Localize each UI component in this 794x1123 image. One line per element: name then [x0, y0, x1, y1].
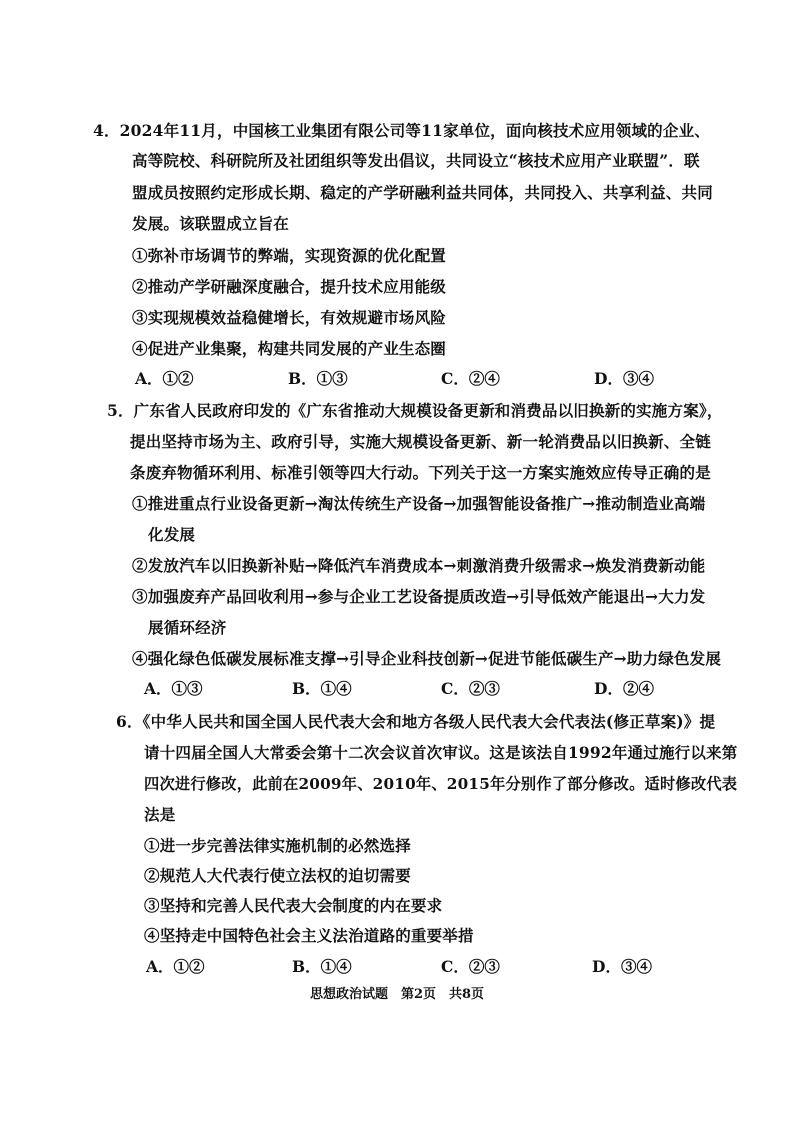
- question-5-option-c[interactable]: C．②③: [441, 679, 500, 698]
- question-5-option-a[interactable]: A．①③: [144, 679, 203, 698]
- question-4-stem-line: 盟成员按照约定形成长期、稳定的产学研融利益共同体，共同投入、共享利益、共同: [132, 183, 713, 202]
- question-4-option-a[interactable]: A．①②: [135, 369, 194, 388]
- question-6-stem-line: 请十四届全国人大常委会第十二次会议首次审议。这是该法自1992年通过施行以来第: [144, 743, 738, 762]
- question-6-stem-line: 法是: [144, 805, 176, 824]
- question-6-options: [0, 956, 794, 978]
- question-6-stem-line: 6．《中华人民共和国全国人民代表大会和地方各级人民代表大会代表法(修正草案)》提: [116, 712, 716, 731]
- question-5-statement-3: ③加强废弃产品回收利用→参与企业工艺设备提质改造→引导低效产能退出→大力发: [132, 587, 706, 606]
- question-4-statement-3: ③实现规模效益稳健增长，有效规避市场风险: [132, 308, 447, 327]
- question-5-options: [0, 678, 794, 700]
- question-5-statement-1-cont: 化发展: [148, 525, 196, 544]
- question-4-statement-4: ④促进产业集聚，构建共同发展的产业生态圈: [132, 339, 447, 358]
- question-6-option-a[interactable]: A．①②: [146, 957, 205, 976]
- question-5-statement-1: ①推进重点行业设备更新→淘汰传统生产设备→加强智能设备推广→推动制造业高端: [132, 494, 706, 513]
- question-5-option-d[interactable]: D．②④: [594, 679, 654, 698]
- question-6-statement-1: ①进一步完善法律实施机制的必然选择: [144, 836, 411, 855]
- question-6-statement-2: ②规范人大代表行使立法权的迫切需要: [144, 866, 411, 885]
- question-6-option-d[interactable]: D．③④: [592, 957, 652, 976]
- question-4-stem-line: 发展。该联盟成立旨在: [132, 214, 290, 233]
- question-4-option-b[interactable]: B．①③: [288, 369, 348, 388]
- question-4-statement-1: ①弥补市场调节的弊端，实现资源的优化配置: [132, 246, 447, 265]
- question-5-option-b[interactable]: B．①④: [292, 679, 352, 698]
- question-6-statement-4: ④坚持走中国特色社会主义法治道路的重要举措: [144, 926, 474, 945]
- question-6-option-c[interactable]: C．②③: [441, 957, 500, 976]
- question-6-statement-3: ③坚持和完善人民代表大会制度的内在要求: [144, 896, 443, 915]
- question-5-stem-line: 提出坚持市场为主、政府引导，实施大规模设备更新、新一轮消费品以旧换新、全链: [130, 432, 711, 451]
- question-4-statement-2: ②推动产学研融深度融合，提升技术应用能级: [132, 277, 447, 296]
- question-5-stem-line: 条废弃物循环利用、标准引领等四大行动。下列关于这一方案实施效应传导正确的是: [130, 463, 711, 482]
- question-5-statement-4: ④强化绿色低碳发展标准支撑→引导企业科技创新→促进节能低碳生产→助力绿色发展: [132, 649, 722, 668]
- question-4-options: [0, 368, 794, 390]
- question-4-stem-line: 高等院校、科研院所及社团组织等发出倡议，共同设立“核技术应用产业联盟”．联: [132, 151, 700, 170]
- question-4-stem-line: 4．2024年11月，中国核工业集团有限公司等11家单位，面向核技术应用领域的企业、: [93, 121, 710, 140]
- page-footer: 思想政治试题 第2页 共8页: [309, 987, 485, 1002]
- question-5-stem-line: 5．广东省人民政府印发的《广东省推动大规模设备更新和消费品以旧换新的实施方案》，: [107, 401, 723, 420]
- question-6-option-b[interactable]: B．①④: [292, 957, 352, 976]
- question-6-stem-line: 四次进行修改，此前在2009年、2010年、2015年分别作了部分修改。适时修改代表: [144, 775, 738, 793]
- question-5-statement-3-cont: 展循环经济: [148, 618, 227, 637]
- question-4-option-d[interactable]: D．③④: [594, 369, 654, 388]
- question-4-option-c[interactable]: C．②④: [441, 369, 500, 388]
- question-5-statement-2: ②发放汽车以旧换新补贴→降低汽车消费成本→刺激消费升级需求→焕发消费新动能: [132, 556, 706, 575]
